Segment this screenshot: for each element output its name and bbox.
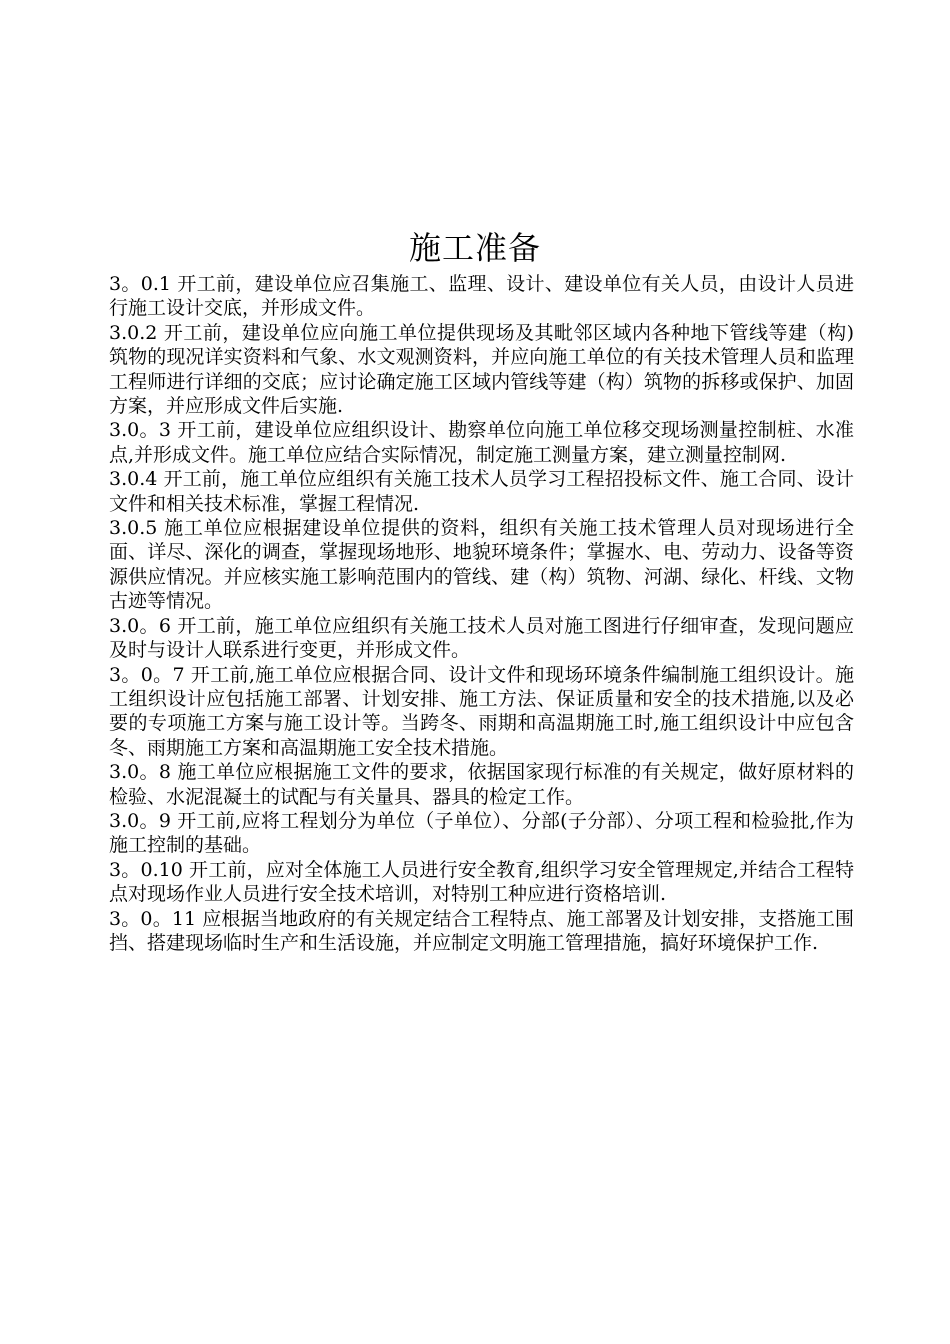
paragraph-3-0-2: 3.0.2 开工前，建设单位应向施工单位提供现场及其毗邻区域内各种地下管线等建（构)筑物的现况详实资料和气象、水文观测资料，并应向施工单位的有关技术管理人员和监理工程师进行详细的交底；应讨论确定施工区域内管线等建（构）筑物的拆移或保护、加固方案，并应形成文件后实施. bbox=[109, 321, 854, 418]
paragraph-3-0-8: 3.0。8 施工单位应根据施工文件的要求，依据国家现行标准的有关规定，做好原材料的检验、水泥混凝土的试配与有关量具、器具的检定工作。 bbox=[109, 761, 854, 808]
paragraph-3-0-3: 3.0。3 开工前，建设单位应组织设计、勘察单位向施工单位移交现场测量控制桩、水准点,并形成文件。施工单位应结合实际情况，制定施工测量方案，建立测量控制网. bbox=[109, 419, 854, 466]
paragraph-3-0-6: 3.0。6 开工前，施工单位应组织有关施工技术人员对施工图进行仔细审查，发现问题应及时与设计人联系进行变更，并形成文件。 bbox=[109, 614, 854, 662]
paragraph-3-0-11: 3。0。11 应根据当地政府的有关规定结合工程特点、施工部署及计划安排，支搭施工围挡、搭建现场临时生产和生活设施，并应制定文明施工管理措施，搞好环境保护工作. bbox=[109, 907, 854, 954]
paragraph-3-0-10: 3。0.10 开工前，应对全体施工人员进行安全教育,组织学习安全管理规定,并结合工程特点对现场作业人员进行安全技术培训，对特别工种应进行资格培训. bbox=[109, 858, 854, 906]
document-body bbox=[109, 272, 854, 955]
paragraph-3-0-1: 3。0.1 开工前，建设单位应召集施工、监理、设计、建设单位有关人员，由设计人员进行施工设计交底，并形成文件。 bbox=[109, 273, 854, 320]
paragraph-3-0-4: 3.0.4 开工前，施工单位应组织有关施工技术人员学习工程招投标文件、施工合同、设计文件和相关技术标准，掌握工程情况. bbox=[109, 468, 854, 515]
paragraph-3-0-5: 3.0.5 施工单位应根据建设单位提供的资料，组织有关施工技术管理人员对现场进行全面、详尽、深化的调查，掌握现场地形、地貌环境条件；掌握水、电、劳动力、设备等资源供应情况。并应核实施工影响范围内的管线、建（构）筑物、河湖、绿化、杆线、文物古迹等情况。 bbox=[109, 517, 854, 613]
document-title: 施工准备 bbox=[408, 229, 541, 267]
paragraph-3-0-9: 3.0。9 开工前,应将工程划分为单位（子单位）、分部(子分部）、分项工程和检验批,作为施工控制的基础。 bbox=[109, 809, 854, 857]
paragraph-3-0-7: 3。0。7 开工前,施工单位应根据合同、设计文件和现场环境条件编制施工组织设计。施工组织设计应包括施工部署、计划安排、施工方法、保证质量和安全的技术措施,以及必要的专项施工方案与施工设计等。当跨冬、雨期和高温期施工时,施工组织设计中应包含冬、雨期施工方案和高温期施工安全技术措施。 bbox=[109, 663, 854, 759]
